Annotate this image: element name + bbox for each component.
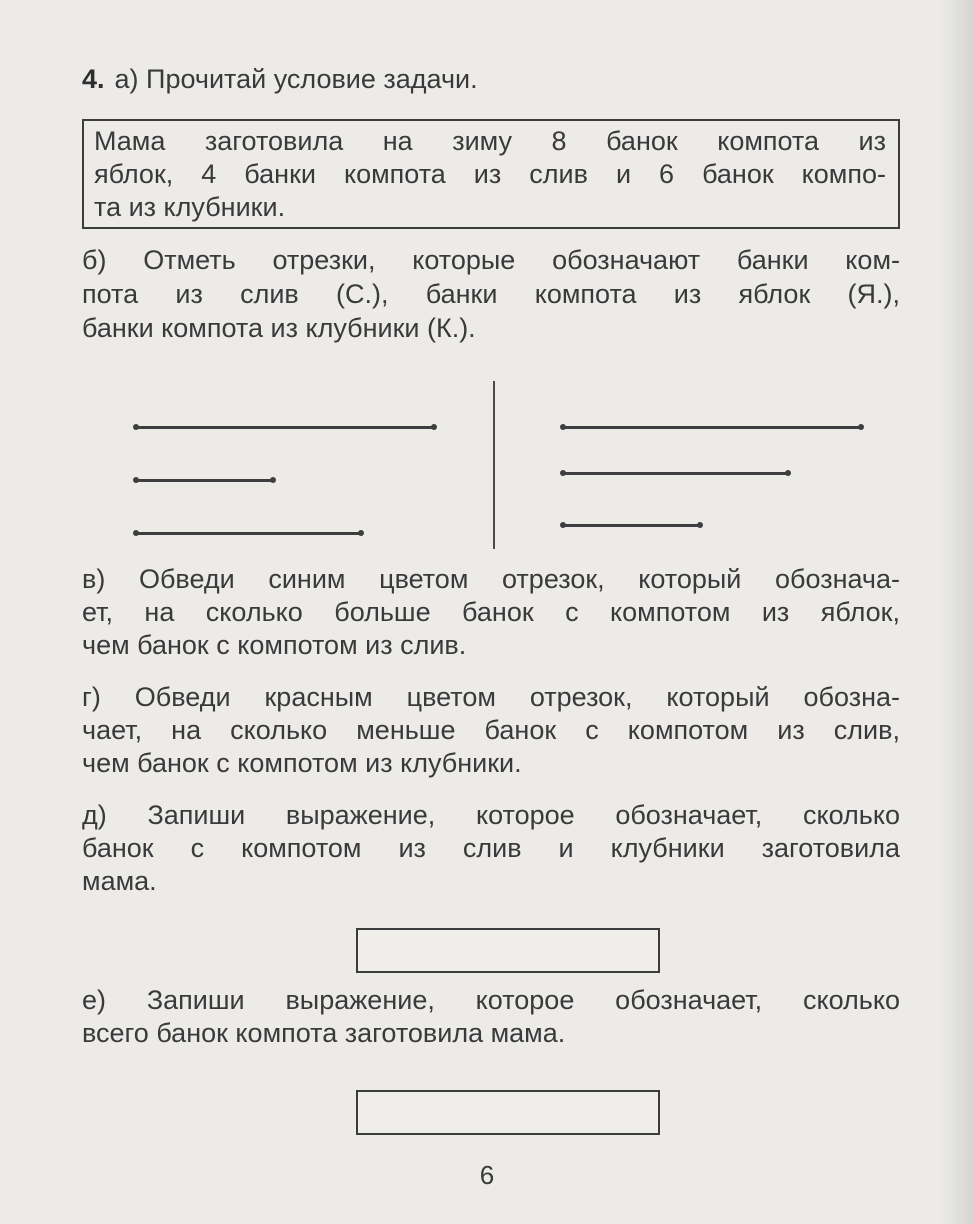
segment-right-1[interactable] — [563, 426, 861, 429]
segment-right-2[interactable] — [563, 472, 788, 475]
part-e-line-1: е) Запиши выражение, которое обозначает, сколько — [82, 985, 900, 1015]
answer-box-e[interactable] — [356, 1090, 660, 1135]
part-g-line-2: чает, на сколько меньше банок с компотом из слив, — [82, 715, 900, 745]
part-b-line-1: б) Отметь отрезки, которые обозначают банки ком- — [82, 245, 900, 275]
part-b-line-3: банки компота из клубники (К.). — [82, 313, 476, 343]
condition-box — [82, 119, 900, 229]
segment-left-3[interactable] — [136, 532, 361, 535]
part-d-line-3: мама. — [82, 866, 157, 896]
part-v-line-2: ет, на сколько больше банок с компотом из яблок, — [82, 597, 900, 627]
task-header — [82, 63, 900, 96]
part-g-line-3: чем банок с компотом из клубники. — [82, 748, 522, 778]
part-v-line-1: в) Обведи синим цветом отрезок, который обознача- — [82, 564, 900, 594]
part-g-line-1: г) Обведи красным цветом отрезок, который обозна- — [82, 682, 900, 712]
condition-line-2: яблок, 4 банки компота из слив и 6 банок компо- — [94, 159, 886, 189]
part-b-line-2: пота из слив (С.), банки компота из яблок (Я.), — [82, 279, 900, 309]
diagram-divider — [493, 381, 495, 549]
segment-right-3[interactable] — [563, 524, 700, 527]
part-a-text: а) Прочитай условие задачи. — [114, 64, 478, 94]
part-e-line-2: всего банок компота заготовила мама. — [82, 1018, 566, 1048]
segment-left-1[interactable] — [136, 426, 434, 429]
page-number: 6 — [479, 1160, 495, 1190]
task-number: 4. — [82, 64, 105, 94]
part-v-line-3: чем банок с компотом из слив. — [82, 630, 467, 660]
condition-line-1: Мама заготовила на зиму 8 банок компота из — [94, 126, 886, 156]
condition-line-3: та из клубники. — [94, 192, 286, 222]
part-d-line-1: д) Запиши выражение, которое обозначает, сколько — [82, 800, 900, 830]
answer-box-d[interactable] — [356, 928, 660, 973]
part-d-line-2: банок с компотом из слив и клубники заготовила — [82, 833, 900, 863]
page-edge-shadow — [940, 0, 974, 1224]
segment-left-2[interactable] — [136, 479, 273, 482]
